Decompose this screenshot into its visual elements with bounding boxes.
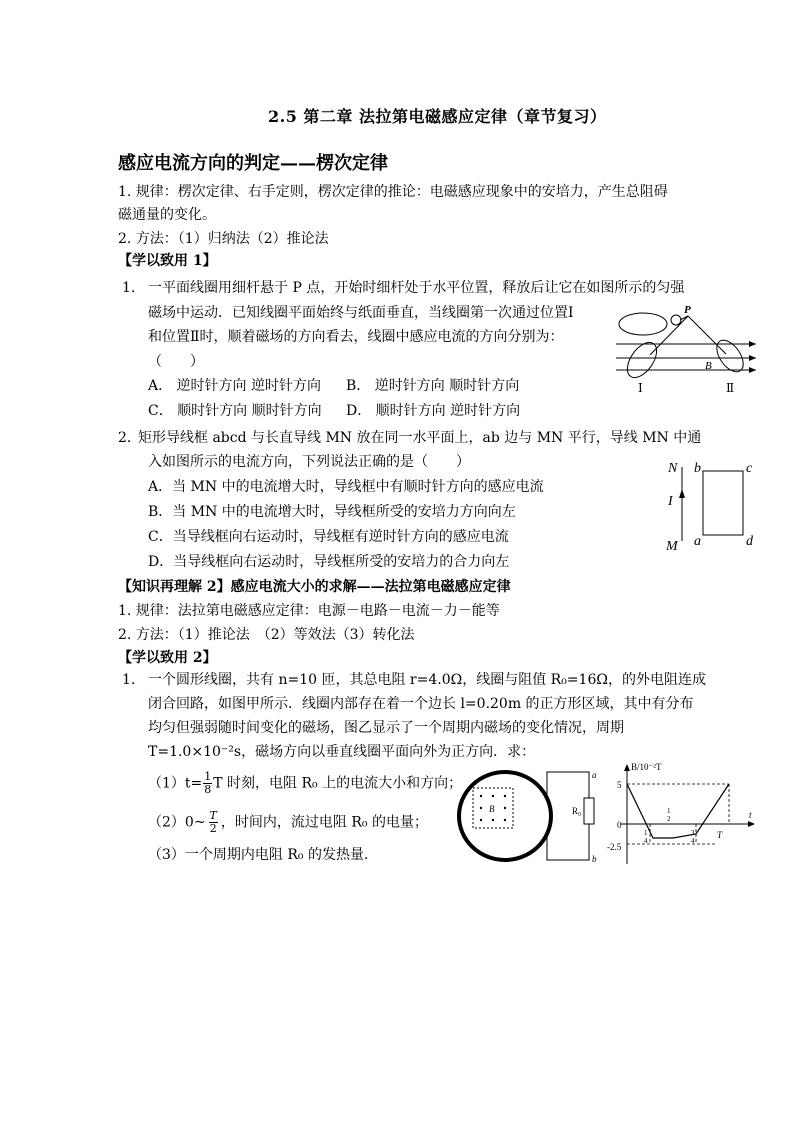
q1-pendulum-figure [608, 300, 758, 396]
apply-label-2: 【学以致用 2】 [118, 650, 217, 666]
q2-option-d: D．当导线框向右运动时，导线框所受的安培力的合力向左 [148, 554, 510, 570]
q3-circuit-figure [455, 766, 605, 866]
method-line-2: 2. 方法：（1）推论法 （2）等效法（3）转化法 [118, 627, 415, 643]
current-arrow-icon [679, 489, 685, 498]
label-a: a [694, 534, 701, 549]
label-b-field: B [489, 804, 495, 814]
axis-arrow-icon [748, 821, 755, 827]
tick-quarter-num: 1 [644, 829, 648, 837]
q1-line-2: 磁场中运动．已知线圈平面始终与纸面垂直，当线圈第一次通过位置Ⅰ [148, 305, 574, 321]
label-terminal-a: a [592, 770, 597, 780]
q1-blank: （ ） [148, 354, 204, 370]
q2-wire-frame-figure [660, 455, 770, 555]
label-b: B [705, 360, 712, 372]
rectangle-frame [703, 471, 743, 535]
label-terminal-b: b [592, 854, 597, 864]
label-d: d [746, 534, 753, 549]
tick-half-den: 2 [667, 815, 671, 823]
resistor-r0 [584, 798, 594, 824]
rule-line-2: 磁通量的变化。 [118, 207, 216, 223]
page-title: 2.5 第二章 法拉第电磁感应定律（章节复习） [268, 107, 607, 126]
q2-line-1: 矩形导线框 abcd 与长直导线 MN 放在同一水平面上，ab 边与 MN 平行，导线 MN 中通 [138, 430, 702, 446]
tick-5: 5 [617, 780, 622, 790]
tick-t: T [717, 830, 723, 840]
q1-line-3: 和位置Ⅱ时，顺着磁场的方向看去，线圈中感应电流的方向分别为： [148, 329, 564, 345]
q2-option-b: B．当 MN 中的电流增大时，导线框所受的安培力方向向左 [148, 504, 516, 520]
fraction-one-eighth: $\frac{1}{8}$ [204, 770, 212, 796]
coil-horizontal-shape [619, 313, 667, 335]
q3-line-2: 闭合回路，如图甲所示．线圈内部存在着一个边长 l=0.20m 的正方形区域，其中有分布 [148, 696, 694, 712]
q1-option-a: A． 逆时针方向 逆时针方向 [148, 378, 322, 394]
tick-3quarter-den: 4 [691, 837, 695, 845]
q3-number: 1． [122, 672, 145, 688]
q3-sub-1: （1）t= $\frac{1}{8}$ T 时刻，电阻 R₀ 上的电流大小和方向； [148, 770, 463, 796]
label-p: P [684, 304, 691, 316]
tick-neg: -2.5 [607, 842, 622, 852]
label-b: b [694, 461, 701, 476]
wire-top [547, 772, 589, 802]
q2-option-a: A．当 MN 中的电流增大时，导线框中有顺时针方向的感应电流 [148, 479, 544, 495]
tick-3quarter-num: 3 [691, 829, 695, 837]
q1-option-c: C． 顺时针方向 顺时针方向 [148, 403, 322, 419]
q2-number: 2． [118, 430, 141, 446]
fraction-half-period: $\frac{T}{2}$ [209, 809, 217, 835]
q3-line-4: T=1.0×10⁻²s，磁场方向以垂直线圈平面向外为正方向．求： [148, 744, 536, 760]
tick-quarter-den: 4 [644, 837, 648, 845]
label-r0: R₀ [572, 806, 582, 816]
tick-0: 0 [617, 820, 622, 830]
q1-option-d: D． 顺时针方向 逆时针方向 [346, 403, 521, 419]
q3-b-t-graph [605, 760, 755, 866]
label-current: I [668, 494, 673, 509]
label-c: c [746, 461, 753, 476]
y-axis-label: B/10⁻²T [631, 762, 662, 772]
q3-sub-3: （3）一个周期内电阻 R₀ 的发热量． [148, 847, 378, 863]
wire-bottom [547, 824, 589, 860]
q3-sub-2: （2）0~ $\frac{T}{2}$ ，时间内，流过电阻 R₀ 的电量； [148, 809, 428, 835]
apply-label-1: 【学以致用 1】 [118, 253, 217, 269]
label-m: M [666, 539, 678, 554]
label-position-1: Ⅰ [638, 381, 643, 395]
section-heading-faraday: 【知识再理解 2】感应电流大小的求解——法拉第电磁感应定律 [118, 579, 511, 595]
x-axis-label: t [749, 810, 752, 820]
rule-line-faraday: 1. 规律：法拉第电磁感应定律：电源－电路－电流－力－能等 [118, 603, 500, 619]
label-position-2: Ⅱ [726, 381, 735, 395]
method-line: 2. 方法：（1）归纳法（2）推论法 [118, 231, 329, 247]
section-heading-lenz: 感应电流方向的判定——楞次定律 [118, 153, 388, 174]
q1-number: 1. [122, 280, 136, 296]
b-field-curve [627, 784, 729, 838]
q3-line-1: 一个圆形线圈，共有 n=10 匝，其总电阻 r=4.0Ω，线圈与阻值 R₀=16Ω，的外电阻连成 [148, 672, 706, 688]
q2-option-c: C．当导线框向右运动时，导线框有逆时针方向的感应电流 [148, 529, 509, 545]
q2-line-2: 入如图所示的电流方向，下列说法正确的是（ ） [148, 454, 470, 470]
q3-line-3: 均匀但强弱随时间变化的磁场，图乙显示了一个周期内磁场的变化情况，周期 [148, 720, 624, 736]
rule-line-1: 1. 规律：楞次定律、右手定则，楞次定律的推论：电磁感应现象中的安培力，产生总阻碍 [118, 184, 668, 200]
q1-option-b: B． 逆时针方向 顺时针方向 [346, 378, 520, 394]
axis-arrow-icon [624, 764, 630, 771]
tick-half-num: 1 [667, 807, 671, 815]
coil-pivot-shape [671, 315, 681, 325]
q1-line-1: 一平面线圈用细杆悬于 P 点，开始时细杆处于水平位置，释放后让它在如图所示的匀强 [148, 280, 685, 296]
label-n: N [668, 461, 678, 476]
